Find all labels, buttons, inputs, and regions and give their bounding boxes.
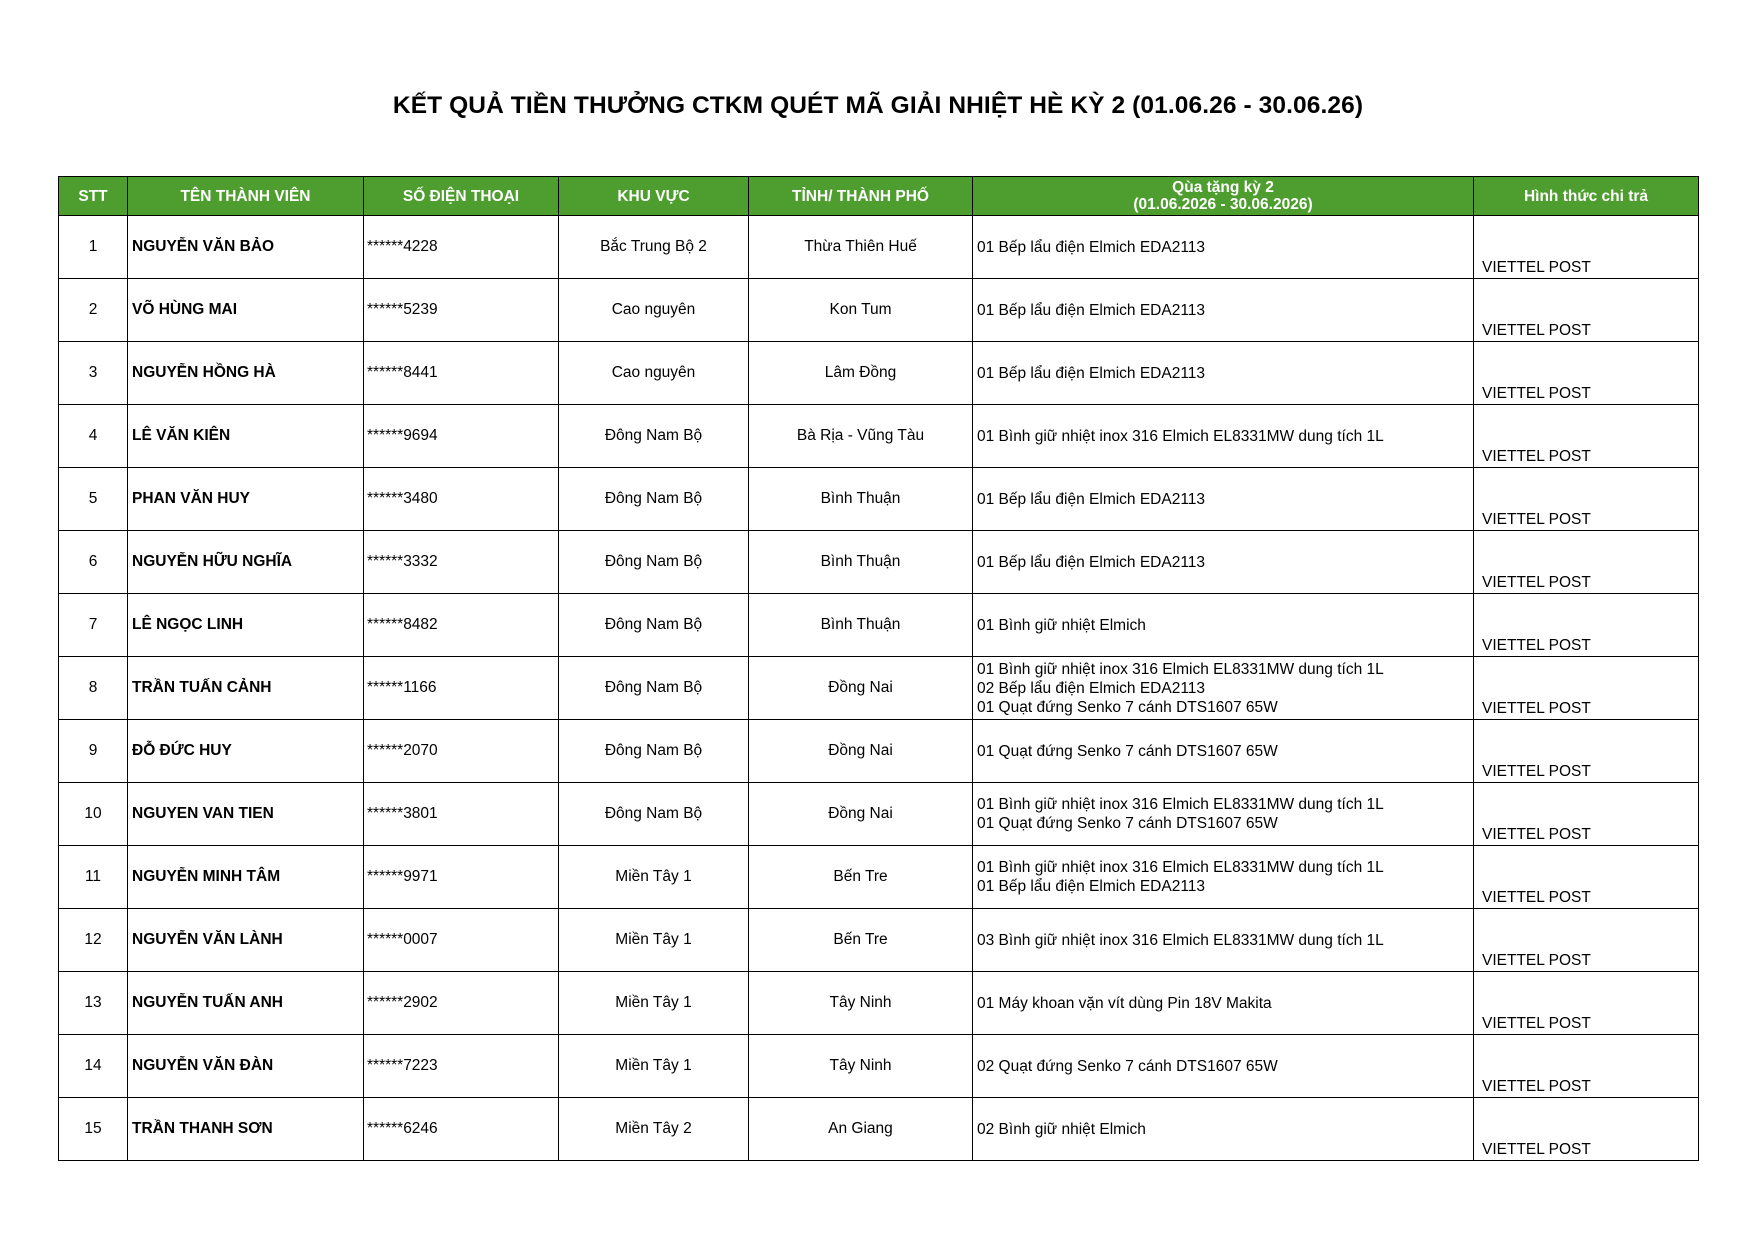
header-province: TỈNH/ THÀNH PHỐ: [749, 177, 973, 216]
cell-gifts: [973, 468, 1474, 531]
cell-province: Tây Ninh: [749, 1035, 973, 1098]
cell-payment-method: VIETTEL POST: [1474, 846, 1699, 909]
cell-payment-method: VIETTEL POST: [1474, 468, 1699, 531]
cell-gifts: [973, 531, 1474, 594]
table-header-row: [59, 177, 1699, 216]
cell-phone: ******5239: [364, 279, 559, 342]
cell-province: Thừa Thiên Huế: [749, 216, 973, 279]
table-body: [59, 216, 1699, 1161]
cell-member-name: NGUYỄN VĂN LÀNH: [128, 909, 364, 972]
cell-stt: 15: [59, 1098, 128, 1161]
cell-payment-method: VIETTEL POST: [1474, 405, 1699, 468]
results-table: [58, 176, 1699, 1161]
table-row: [59, 216, 1699, 279]
cell-phone: ******8441: [364, 342, 559, 405]
cell-stt: 14: [59, 1035, 128, 1098]
header-gift-period: (01.06.2026 - 30.06.2026): [1133, 196, 1313, 213]
table-row: [59, 531, 1699, 594]
cell-phone: ******8482: [364, 594, 559, 657]
table-row: [59, 846, 1699, 909]
cell-payment-method: VIETTEL POST: [1474, 972, 1699, 1035]
cell-member-name: LÊ VĂN KIÊN: [128, 405, 364, 468]
table-row: [59, 279, 1699, 342]
cell-province: An Giang: [749, 1098, 973, 1161]
cell-province: Kon Tum: [749, 279, 973, 342]
gift-item: 01 Quạt đứng Senko 7 cánh DTS1607 65W: [977, 698, 1278, 716]
cell-region: Đông Nam Bộ: [559, 783, 749, 846]
cell-stt: 11: [59, 846, 128, 909]
table-row: [59, 720, 1699, 783]
cell-stt: 2: [59, 279, 128, 342]
cell-member-name: TRẦN TUẤN CẢNH: [128, 657, 364, 720]
table-row: [59, 783, 1699, 846]
header-region: KHU VỰC: [559, 177, 749, 216]
cell-region: Đông Nam Bộ: [559, 468, 749, 531]
cell-region: Đông Nam Bộ: [559, 657, 749, 720]
cell-stt: 12: [59, 909, 128, 972]
cell-region: Miền Tây 2: [559, 1098, 749, 1161]
cell-payment-method: VIETTEL POST: [1474, 1098, 1699, 1161]
cell-payment-method: VIETTEL POST: [1474, 279, 1699, 342]
cell-phone: ******3332: [364, 531, 559, 594]
table-row: [59, 1098, 1699, 1161]
header-gift-title: Qùa tặng kỳ 2: [1172, 179, 1274, 196]
cell-payment-method: VIETTEL POST: [1474, 720, 1699, 783]
header-stt: STT: [59, 177, 128, 216]
table-row: [59, 342, 1699, 405]
cell-gifts: [973, 783, 1474, 846]
cell-province: Đồng Nai: [749, 720, 973, 783]
cell-stt: 13: [59, 972, 128, 1035]
gift-item: 01 Bếp lẩu điện Elmich EDA2113: [977, 553, 1206, 571]
cell-phone: ******9971: [364, 846, 559, 909]
cell-payment-method: VIETTEL POST: [1474, 342, 1699, 405]
cell-gifts: [973, 657, 1474, 720]
gift-item: 01 Bình giữ nhiệt inox 316 Elmich EL8331MW dung tích 1L: [977, 796, 1384, 813]
cell-gifts: [973, 846, 1474, 909]
cell-province: Bến Tre: [749, 846, 973, 909]
cell-region: Miền Tây 1: [559, 972, 749, 1035]
cell-province: Bà Rịa - Vũng Tàu: [749, 405, 973, 468]
cell-gifts: [973, 279, 1474, 342]
cell-region: Đông Nam Bộ: [559, 594, 749, 657]
gift-item: 01 Máy khoan vặn vít dùng Pin 18V Makita: [977, 994, 1272, 1012]
cell-payment-method: VIETTEL POST: [1474, 594, 1699, 657]
cell-region: Miền Tây 1: [559, 846, 749, 909]
cell-phone: ******0007: [364, 909, 559, 972]
cell-gifts: [973, 405, 1474, 468]
cell-province: Bình Thuận: [749, 531, 973, 594]
cell-member-name: NGUYỄN HỮU NGHĨA: [128, 531, 364, 594]
cell-member-name: VÕ HÙNG MAI: [128, 279, 364, 342]
table-row: [59, 594, 1699, 657]
cell-gifts: [973, 720, 1474, 783]
cell-gifts: [973, 216, 1474, 279]
cell-payment-method: VIETTEL POST: [1474, 216, 1699, 279]
gift-item: 01 Bếp lẩu điện Elmich EDA2113: [977, 364, 1206, 382]
cell-member-name: PHAN VĂN HUY: [128, 468, 364, 531]
cell-payment-method: VIETTEL POST: [1474, 657, 1699, 720]
gift-item: 01 Bình giữ nhiệt inox 316 Elmich EL8331MW dung tích 1L: [977, 859, 1384, 876]
cell-region: Đông Nam Bộ: [559, 405, 749, 468]
gift-item: 02 Bếp lẩu điện Elmich EDA2113: [977, 679, 1206, 697]
cell-province: Lâm Đồng: [749, 342, 973, 405]
table-row: [59, 468, 1699, 531]
cell-payment-method: VIETTEL POST: [1474, 909, 1699, 972]
gift-item: 01 Bình giữ nhiệt inox 316 Elmich EL8331MW dung tích 1L: [977, 427, 1384, 445]
gift-item: 02 Bình giữ nhiệt Elmich: [977, 1120, 1146, 1138]
table-row: [59, 972, 1699, 1035]
page-title: KẾT QUẢ TIỀN THƯỞNG CTKM QUÉT MÃ GIẢI NHIỆT HÈ KỲ 2 (01.06.26 - 30.06.26): [392, 92, 1364, 119]
header-payment: Hình thức chi trả: [1474, 177, 1699, 216]
table-row: [59, 909, 1699, 972]
cell-member-name: LÊ NGỌC LINH: [128, 594, 364, 657]
header-name: TÊN THÀNH VIÊN: [128, 177, 364, 216]
cell-region: Đông Nam Bộ: [559, 531, 749, 594]
header-gift: [973, 177, 1474, 216]
cell-member-name: NGUYEN VAN TIEN: [128, 783, 364, 846]
cell-phone: ******2070: [364, 720, 559, 783]
gift-item: 01 Bình giữ nhiệt Elmich: [977, 616, 1146, 634]
cell-payment-method: VIETTEL POST: [1474, 1035, 1699, 1098]
header-phone: SỐ ĐIỆN THOẠI: [364, 177, 559, 216]
cell-gifts: [973, 1098, 1474, 1161]
cell-member-name: NGUYỄN HỒNG HÀ: [128, 342, 364, 405]
cell-stt: 4: [59, 405, 128, 468]
table-row: [59, 657, 1699, 720]
cell-region: Cao nguyên: [559, 279, 749, 342]
cell-phone: ******6246: [364, 1098, 559, 1161]
cell-province: Đồng Nai: [749, 657, 973, 720]
gift-item: 01 Bếp lẩu điện Elmich EDA2113: [977, 238, 1206, 256]
gift-item: 01 Quạt đứng Senko 7 cánh DTS1607 65W: [977, 815, 1278, 832]
cell-stt: 10: [59, 783, 128, 846]
cell-stt: 9: [59, 720, 128, 783]
cell-phone: ******7223: [364, 1035, 559, 1098]
cell-member-name: ĐỖ ĐỨC HUY: [128, 720, 364, 783]
cell-stt: 1: [59, 216, 128, 279]
cell-payment-method: VIETTEL POST: [1474, 783, 1699, 846]
cell-member-name: NGUYỄN VĂN ĐÀN: [128, 1035, 364, 1098]
cell-stt: 3: [59, 342, 128, 405]
cell-gifts: [973, 909, 1474, 972]
table-row: [59, 405, 1699, 468]
cell-phone: ******1166: [364, 657, 559, 720]
cell-member-name: TRẦN THANH SƠN: [128, 1098, 364, 1161]
gift-item: 02 Quạt đứng Senko 7 cánh DTS1607 65W: [977, 1057, 1278, 1075]
cell-phone: ******3480: [364, 468, 559, 531]
cell-payment-method: VIETTEL POST: [1474, 531, 1699, 594]
cell-region: Bắc Trung Bộ 2: [559, 216, 749, 279]
gift-item: 01 Bếp lẩu điện Elmich EDA2113: [977, 301, 1206, 319]
gift-item: 01 Bình giữ nhiệt inox 316 Elmich EL8331MW dung tích 1L: [977, 660, 1384, 678]
table-row: [59, 1035, 1699, 1098]
gift-item: 01 Quạt đứng Senko 7 cánh DTS1607 65W: [977, 742, 1278, 760]
cell-phone: ******9694: [364, 405, 559, 468]
cell-member-name: NGUYỄN MINH TÂM: [128, 846, 364, 909]
cell-gifts: [973, 972, 1474, 1035]
cell-region: Miền Tây 1: [559, 1035, 749, 1098]
cell-region: Cao nguyên: [559, 342, 749, 405]
cell-province: Đồng Nai: [749, 783, 973, 846]
cell-member-name: NGUYỄN TUẤN ANH: [128, 972, 364, 1035]
cell-stt: 7: [59, 594, 128, 657]
cell-stt: 5: [59, 468, 128, 531]
gift-item: 03 Bình giữ nhiệt inox 316 Elmich EL8331MW dung tích 1L: [977, 931, 1384, 949]
cell-province: Bến Tre: [749, 909, 973, 972]
cell-phone: ******3801: [364, 783, 559, 846]
cell-gifts: [973, 342, 1474, 405]
cell-phone: ******2902: [364, 972, 559, 1035]
cell-stt: 6: [59, 531, 128, 594]
cell-province: Tây Ninh: [749, 972, 973, 1035]
cell-province: Bình Thuận: [749, 594, 973, 657]
cell-stt: 8: [59, 657, 128, 720]
cell-member-name: NGUYỄN VĂN BẢO: [128, 216, 364, 279]
cell-region: Đông Nam Bộ: [559, 720, 749, 783]
cell-province: Bình Thuận: [749, 468, 973, 531]
gift-item: 01 Bếp lẩu điện Elmich EDA2113: [977, 490, 1206, 508]
cell-gifts: [973, 594, 1474, 657]
cell-gifts: [973, 1035, 1474, 1098]
cell-phone: ******4228: [364, 216, 559, 279]
cell-region: Miền Tây 1: [559, 909, 749, 972]
gift-item: 01 Bếp lẩu điện Elmich EDA2113: [977, 878, 1206, 895]
